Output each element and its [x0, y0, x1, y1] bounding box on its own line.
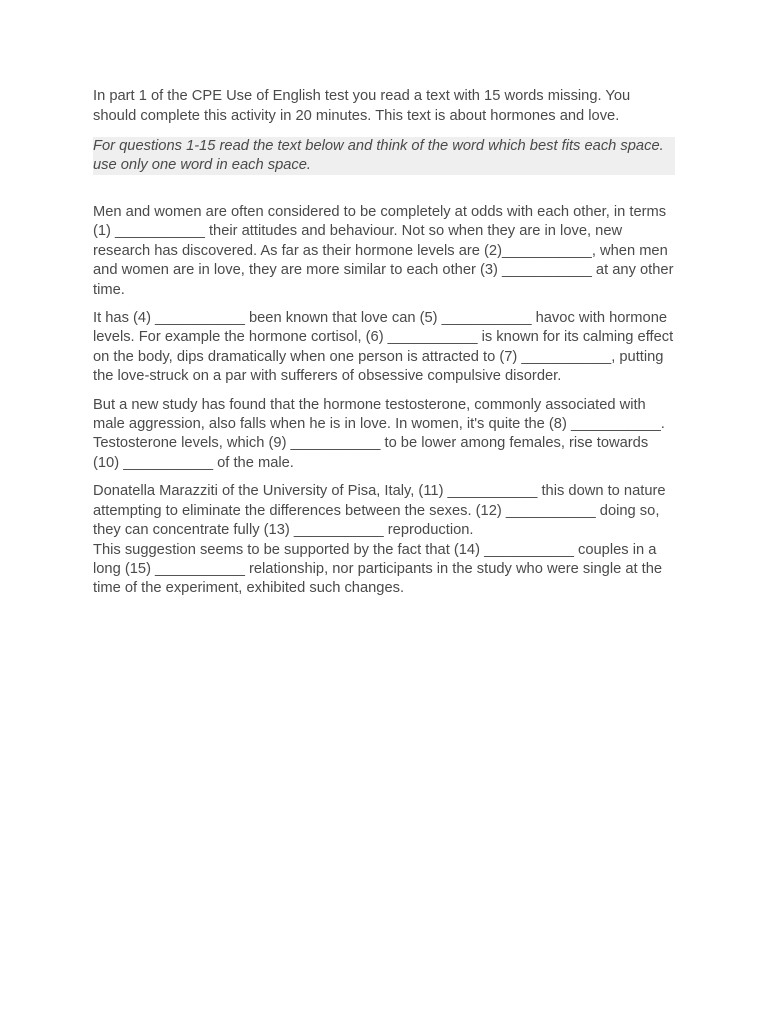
passage [93, 203, 675, 599]
paragraph-3: But a new study has found that the hormone testosterone, commonly associated with male aggression, also falls when he is in love. In women, it's quite the (8) ___________. Testosterone levels, which (9) ___________ to be lower among females, rise towards (10) ___________ of the male. [93, 396, 665, 471]
paragraph-4: Donatella Marazziti of the University of Pisa, Italy, (11) ___________ this down to nature attempting to eliminate the differences between the sexes. (12) ___________ doing so, they can concentrate fully (13) ___________ reproduction. [93, 483, 666, 539]
paragraph-1: Men and women are often considered to be completely at odds with each other, in terms (1) ___________ their attitudes and behaviour. Not so when they are in love, new research has discovered. As far as their hormone levels are (2)___________, when men and women are in love, they are more similar to each other (3) ___________ at any other time. [93, 204, 674, 298]
document-page [93, 87, 675, 608]
paragraph-4-group [93, 482, 675, 598]
paragraph-5: This suggestion seems to be supported by the fact that (14) ___________ couples in a long (15) ___________ relationship, nor participants in the study who were single at the time of the experiment, exhibited such changes. [93, 541, 663, 597]
intro-text: In part 1 of the CPE Use of English test you read a text with 15 words missing. You should complete this activity in 20 minutes. This text is about hormones and love. [93, 88, 631, 124]
instruction-box [93, 137, 675, 175]
paragraph-2: It has (4) ___________ been known that love can (5) ___________ havoc with hormone levels. For example the hormone cortisol, (6) ___________ is known for its calming effect on the body, dips dramatically when one person is attracted to (7) ___________, putting the love-struck on a par with sufferers of obsessive compulsive disorder. [93, 310, 674, 385]
instruction-text: For questions 1-15 read the text below and think of the word which best fits each space. use only one word in each space. [93, 138, 664, 173]
